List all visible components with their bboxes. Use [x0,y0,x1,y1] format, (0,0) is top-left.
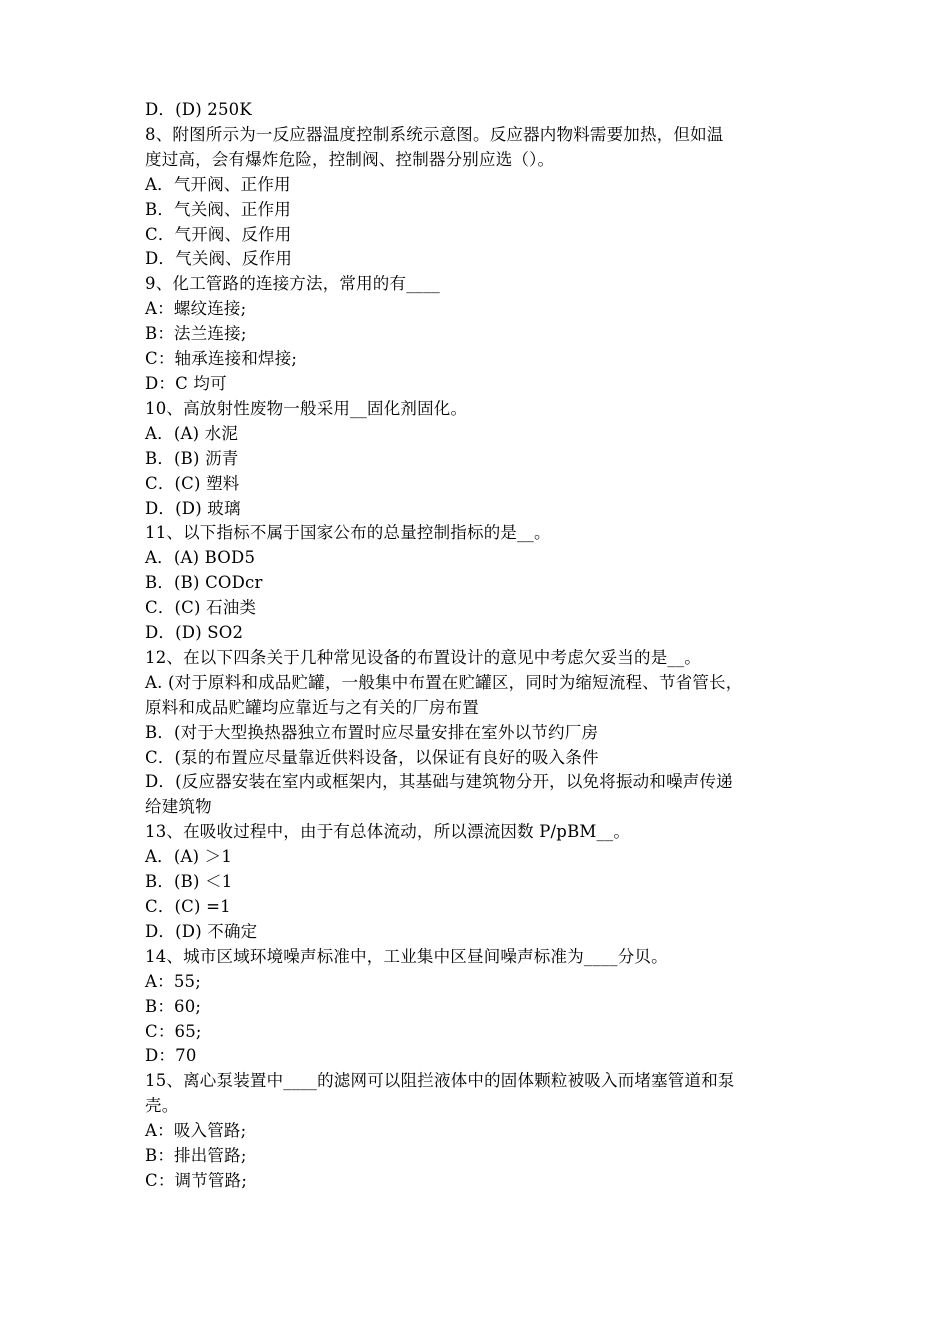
option-line: D．(D) 玻璃 [145,498,241,518]
question-14: 14、城市区域环境噪声标准中，工业集中区昼间噪声标准为____分贝。 [145,946,668,966]
question-15-line-2: 壳。 [145,1096,179,1116]
option-line: A．气开阀、正作用 [145,174,291,194]
option-line-continued: 给建筑物 [145,797,212,817]
option-line: A：螺纹连接; [145,299,247,319]
option-line: A．(A) ＞1 [145,847,233,867]
question-13: 13、在吸收过程中，由于有总体流动，所以漂流因数 P/pBM__。 [145,822,631,842]
option-line: A：55; [145,971,201,991]
option-line: C．(C) =1 [145,897,231,916]
option-line: B．气关阀、正作用 [145,199,291,219]
document-body [145,98,815,1194]
option-line: B．(B) 沥青 [145,448,239,468]
option-line: B．(对于大型换热器独立布置时应尽量安排在室外以节约厂房 [145,722,599,742]
option-line: B：法兰连接; [145,324,247,344]
option-line: B：排出管路; [145,1146,247,1166]
option-line: D．(D) 不确定 [145,921,258,941]
option-line: D：C 均可 [145,373,227,393]
question-8-line-2: 度过高，会有爆炸危险，控制阀、控制器分别应选（）。 [145,149,555,169]
question-15-line-1: 15、离心泵装置中____的滤网可以阻拦液体中的固体颗粒被吸入而堵塞管道和泵 [145,1071,735,1091]
option-line: C．气开阀、反作用 [145,224,292,244]
option-line: B：60; [145,996,202,1016]
option-line: D：70 [145,1046,197,1066]
option-line-continued: 原料和成品贮罐均应靠近与之有关的厂房布置 [145,697,479,717]
option-line: D．(D) SO2 [145,623,244,643]
question-10: 10、高放射性废物一般采用__固化剂固化。 [145,398,468,418]
option-line: A．(A) BOD5 [145,548,256,568]
question-9: 9、化工管路的连接方法，常用的有____ [145,274,440,294]
option-line: D．气关阀、反作用 [145,249,293,269]
option-line: D．(反应器安装在室内或框架内，其基础与建筑物分开，以免将振动和噪声传递 [145,772,733,792]
question-11: 11、以下指标不属于国家公布的总量控制指标的是__。 [145,523,551,543]
option-line: C．(C) 石油类 [145,598,257,618]
question-8-line-1: 8、附图所示为一反应器温度控制系统示意图。反应器内物料需要加热，但如温 [145,124,724,144]
option-line: C：65; [145,1021,202,1041]
option-line: C：轴承连接和焊接; [145,349,298,369]
option-line: B．(B) ＜1 [145,872,233,892]
option-line: C．(C) 塑料 [145,473,240,493]
option-line: C．(泵的布置应尽量靠近供料设备，以保证有良好的吸入条件 [145,747,599,767]
option-line: C：调节管路; [145,1170,248,1190]
question-12: 12、在以下四条关于几种常见设备的布置设计的意见中考虑欠妥当的是__。 [145,647,701,667]
option-line: A．(A) 水泥 [145,423,239,443]
option-line: D．(D) 250K [145,100,252,119]
option-line: B．(B) CODcr [145,573,263,593]
option-line: A：吸入管路; [145,1121,247,1141]
option-line: A. (对于原料和成品贮罐，一般集中布置在贮罐区，同时为缩短流程、节省管长， [145,672,743,692]
